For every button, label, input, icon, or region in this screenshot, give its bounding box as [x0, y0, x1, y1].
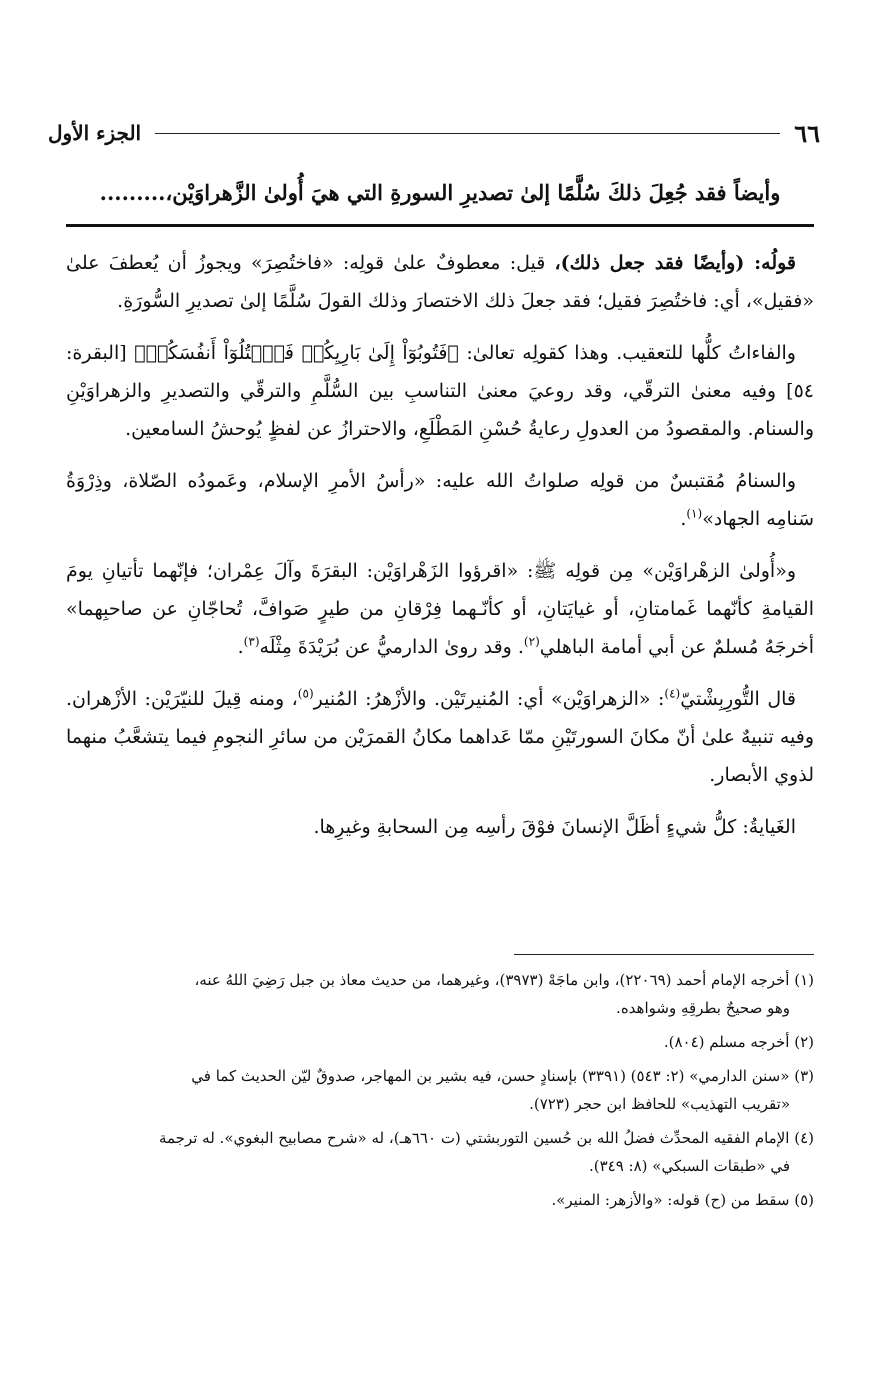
footnote-number: (٣)	[794, 1067, 814, 1085]
footnote-ref[interactable]: (١)	[686, 506, 703, 521]
commentary-body	[66, 240, 814, 860]
paragraph-3	[66, 462, 814, 538]
footnote-continuation: وهو صحيحٌ بطرقِهِ وشواهده.	[616, 999, 790, 1017]
paragraph-1	[66, 244, 814, 320]
footnote-number: (٥)	[794, 1191, 814, 1209]
paragraph-text: قال التُّورِبِشْتيّ	[680, 688, 796, 710]
paragraph-5	[66, 680, 814, 794]
paragraph-text: الغَيايةُ: كلُّ شيءٍ أظَلَّ الإنسانَ فوْقَ رأسِه مِن السحابةِ وغيرِها.	[313, 816, 796, 838]
footnote-divider	[514, 954, 814, 955]
footnote-text: أخرجه الإمام أحمد (٢٢٠٦٩)، وابن ماجَهْ (٣٩٧٣)، وغيرهما، من حديث معاذ بن جبل رَضِيَ اللهُ عنه،	[194, 971, 790, 989]
footnote-4	[66, 1124, 814, 1180]
footnote-number: (٢)	[794, 1033, 814, 1051]
footnote-ref[interactable]: (٥)	[297, 686, 314, 701]
page-number: ٦٦	[794, 118, 820, 148]
footnote-5	[66, 1186, 814, 1214]
header-rule	[155, 133, 780, 134]
footnote-number: (١)	[794, 971, 814, 989]
footnote-ref[interactable]: (٤)	[664, 686, 681, 701]
paragraph-text: قيل: معطوفٌ علىٰ قولِه: «فاختُصِرَ» ويجوزُ أن يُعطفَ علىٰ «فقيل»، أي: فاختُصِرَ فقيل؛ فقد جعلَ ذلك الاختصارَ وذلك القولَ سُلَّمًا إلىٰ تصديرِ السُّورَةِ.	[66, 252, 814, 312]
paragraph-tail: .	[680, 508, 687, 530]
paragraph-text: و«أُولىٰ الزهْراوَيْن» مِن قولِه ﷺ: «اقرؤوا الزَهْراوَيْن: البقرَةَ وآلَ عِمْران؛ فإنّهما تأتيانِ يومَ القيامةِ كأنّهما غَمامتانِ، أو غيايَتانِ، أو كأنّـهما فِرْقانِ من طيرٍ صَوافَّ، تُحاجّانِ عن صاحبِهما» أخرجَهُ مُسلمٌ عن أبي أمامة الباهلي	[66, 560, 814, 658]
paragraph-lead: قولُه: (وأيضًا فقد جعل ذلك)،	[554, 252, 797, 274]
footnote-text: الإمام الفقيه المحدِّث فضلُ الله بن حُسين التوربشتي (ت ٦٦٠هـ)، له «شرح مصابيح البغوي». له ترجمة	[158, 1129, 790, 1147]
footnote-3	[66, 1062, 814, 1118]
footnote-text: «سنن الدارمي» (٢: ٥٤٣) (٣٣٩١) بإسنادٍ حسن، فيه بشير بن المهاجر، صدوقٌ ليّن الحديث كما في	[191, 1067, 790, 1085]
footnote-1	[66, 966, 814, 1022]
footnote-ref[interactable]: (٣)	[243, 634, 260, 649]
paragraph-text: والسنامُ مُقتبسٌ من قولِه صلواتُ الله عليه: «رأسُ الأمرِ الإسلام، وعَمودُه الصّلاة، وذِرْوَةُ سَنامِه الجهاد»	[66, 470, 814, 530]
footnote-continuation: في «طبقات السبكي» (٨: ٣٤٩).	[588, 1157, 790, 1175]
running-header	[48, 116, 820, 150]
paragraph-tail: ، ومنه قِيلَ للنيّرَيْن: الأزْهران. وفيه تنبيهٌ علىٰ أنّ مكانَ السورتَيْنِ ممّا عَداهما مكانُ القمرَيْن من سائرِ النجومِ فيما يتشعَّبُ منهما لذوي الأبصار.	[66, 688, 814, 786]
part-title: الجزء الأول	[48, 121, 142, 145]
paragraph-text: والفاءاتُ كلُّها للتعقيب. وهذا كقولِه تعالىٰ: ﴿فَتُوبُوٓاْ إِلَىٰ بَارِيِكُمۡ فَٱقۡتُلُوٓاْ أَنفُسَكُمۡ﴾ [البقرة: ٥٤] وفيه معنىٰ الترقّي، وقد روعيَ معنىٰ التناسبِ بين السُّلَّمِ والترقّي والتصديرِ والزهراوَيْنِ والسنام. والمقصودُ من العدولِ رعايةُ حُسْنِ المَطْلَعِ، والاحترازُ عن لفظٍ يُوحشُ السامعين.	[66, 342, 814, 440]
footnote-continuation: «تقريب التهذيب» للحافظ ابن حجر (٧٢٣).	[529, 1095, 790, 1113]
footnote-text: أخرجه مسلم (٨٠٤).	[663, 1033, 790, 1051]
paragraph-4	[66, 552, 814, 666]
paragraph-tail: .	[237, 636, 244, 658]
footnote-2	[66, 1028, 814, 1056]
footnote-ref[interactable]: (٢)	[523, 634, 540, 649]
paragraph-6	[66, 808, 814, 846]
paragraph-2	[66, 334, 814, 448]
footnote-number: (٤)	[794, 1129, 814, 1147]
footnote-text: سقط من (ح) قوله: «والأزهر: المنير».	[551, 1191, 790, 1209]
paragraph-mid: : «الزهراوَيْن» أي: المُنيرتَيْن. والأزْهرُ: المُنير	[313, 688, 665, 710]
footnotes	[66, 966, 814, 1220]
paragraph-mid: . وقد روىٰ الدارميُّ عن بُرَيْدَةَ مِثْلَه	[259, 636, 524, 658]
matn-divider	[66, 224, 814, 227]
matn-text: وأيضاً فقد جُعِلَ ذلكَ سُلَّمًا إلىٰ تصديرِ السورةِ التي هيَ أُولىٰ الزَّهراوَيْن،.........	[99, 180, 781, 205]
